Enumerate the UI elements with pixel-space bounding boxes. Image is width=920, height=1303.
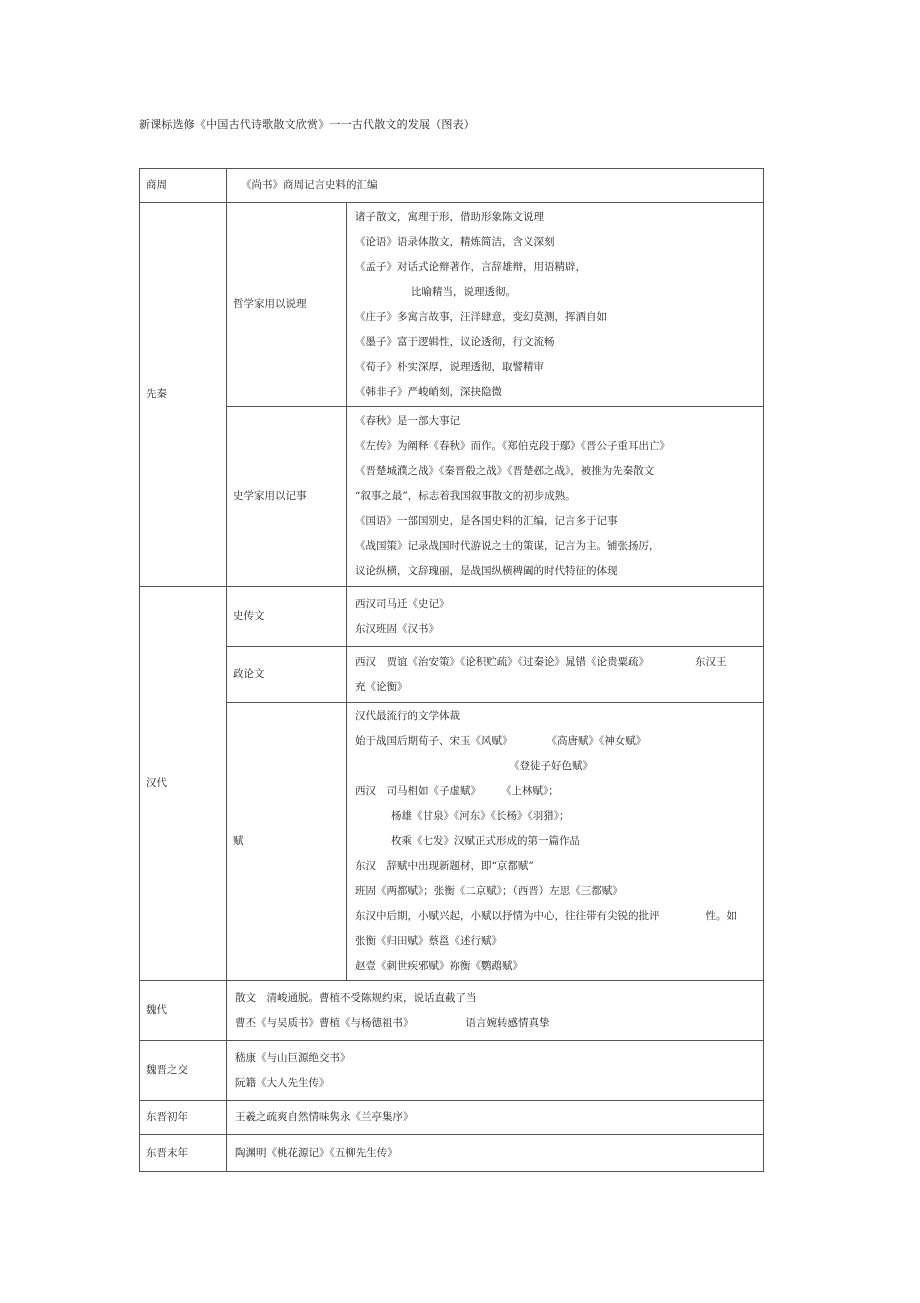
- content-line: 《晋楚城濮之战》《秦晋殽之战》《晋楚邲之战》，被推为先秦散文: [355, 465, 655, 477]
- content-cell-dongjin-early: [227, 1101, 764, 1135]
- content-line: “叙事之最”，标志着我国叙事散文的初步成熟。: [355, 490, 576, 502]
- table-row: [140, 981, 764, 1041]
- table-row: [140, 647, 764, 703]
- content-line: 西汉司马迁《史记》: [355, 597, 450, 610]
- content-line: 《战国策》记录战国时代游说之士的策谋，记言为主。铺张扬厉，: [355, 540, 660, 552]
- content-line: 阮籍《大人先生传》: [235, 1076, 330, 1089]
- content-line: 《荀子》朴实深厚，说理透彻，取譬精审: [355, 360, 544, 373]
- document-title: 新课标选修《中国古代诗歌散文欣赏》一一古代散文的发展（图表）: [139, 118, 475, 131]
- content-line: 汉代最流行的文学体裁: [355, 710, 460, 722]
- prose-development-table: [139, 168, 764, 1172]
- table-row: [140, 1101, 764, 1135]
- content-line: [355, 779, 763, 804]
- content-cell-philosophers: [347, 203, 764, 407]
- content-line: 《论语》语录体散文，精炼简洁，含义深刻: [355, 235, 555, 248]
- content-line: 东汉 辞赋中出现新题材，即“京都赋”: [355, 860, 534, 872]
- era-cell-weidai: 魏代: [140, 981, 227, 1041]
- content-cell-dongjin-late: [227, 1135, 764, 1172]
- content-line: [235, 1011, 763, 1036]
- content-line: 赵壹《刺世疾邪赋》祢衡《鹦鹉赋》: [355, 960, 523, 972]
- category-cell-philosophers: 哲学家用以说理: [227, 203, 347, 407]
- content-cell-shangzhou: [227, 169, 764, 203]
- content-line: 嵇康《与山巨源绝交书》: [235, 1051, 351, 1064]
- era-cell-dongjin-early: 东晋初年: [140, 1101, 227, 1135]
- content-line: 《登徒子好色赋》: [509, 760, 593, 772]
- content-line: 议论纵横，文辞瑰丽，是战国纵横稗阖的时代特征的体现: [355, 565, 618, 577]
- content-text: 东汉王: [695, 655, 727, 668]
- content-line: 《孟子》对话式论辩著作，言辞雄辩，用语精辟，: [355, 260, 586, 273]
- era-cell-weijin: 魏晋之交: [140, 1041, 227, 1101]
- content-line: 《国语》一部国别史，是各国史料的汇编，记言多于记事: [355, 515, 618, 527]
- category-cell-fu: 赋: [227, 703, 347, 981]
- content-line: 《庄子》多寓言故事，汪洋肆意，变幻莫测，挥洒自如: [355, 310, 607, 323]
- content-line: 张衡《归田赋》蔡邕《述行赋》: [355, 935, 502, 947]
- table-row: [140, 703, 764, 981]
- content-line: 班固《两都赋》；张衡《二京赋》；（西晋）左思《三都赋》: [355, 885, 623, 897]
- category-cell-polemic: 政论文: [227, 647, 347, 703]
- content-line: 《尚书》商周记言史料的汇编: [241, 179, 378, 191]
- content-text: 东汉中后期，小赋兴起，小赋以抒情为中心，往往带有尖锐的批评: [355, 910, 660, 922]
- content-text: 《上林赋》；: [501, 785, 559, 797]
- era-cell-handai: 汉代: [140, 587, 227, 981]
- content-text: 语言婉转感情真挚: [465, 1016, 550, 1029]
- content-line: 杨雄《甘泉》《河东》《长杨》《羽猎》；: [391, 810, 570, 822]
- era-cell-xianqin: 先秦: [140, 203, 227, 587]
- content-line: 《韩非子》严峻峭刻，深抉隐微: [355, 385, 502, 398]
- content-line: 王羲之疏爽自然情味隽永《兰亭集序》: [235, 1111, 414, 1123]
- content-line: 充《论衡》: [355, 680, 408, 693]
- era-cell-dongjin-late: 东晋末年: [140, 1135, 227, 1172]
- content-text: 始于战国后期荀子、宋玉《风赋》: [355, 735, 513, 747]
- content-text: 性。如: [705, 910, 737, 922]
- table-row: [140, 587, 764, 647]
- content-line: 散文 清峻通脱。曹植不受陈规约束，说话直截了当: [235, 991, 477, 1004]
- content-text: 《高唐赋》《神女赋》: [546, 735, 647, 747]
- content-cell-weijin: [227, 1041, 764, 1101]
- table-row: [140, 1041, 764, 1101]
- table-row: [140, 203, 764, 407]
- content-cell-polemic: [347, 647, 764, 703]
- content-cell-fu: [347, 703, 764, 981]
- table-row: [140, 407, 764, 587]
- table-row: [140, 169, 764, 203]
- content-line: 比喻精当，说理透彻。: [411, 285, 516, 298]
- content-cell-biography: [347, 587, 764, 647]
- content-line: 陶渊明《桃花源记》《五柳先生传》: [235, 1146, 398, 1159]
- content-line: [355, 904, 763, 929]
- category-cell-historians: 史学家用以记事: [227, 407, 347, 587]
- table-row: [140, 1135, 764, 1172]
- content-text: 西汉 司马相如《子虚赋》: [355, 785, 481, 797]
- content-line: 东汉班固《汉书》: [355, 622, 439, 635]
- content-cell-weidai: [227, 981, 764, 1041]
- content-text: 西汉 贾谊《治安策》《论积贮疏》《过秦论》晁错《论贵粟疏》: [355, 655, 649, 668]
- content-line: 枚乘《七发》汉赋正式形成的第一篇作品: [391, 835, 580, 847]
- content-line: 《左传》为阐释《春秋》而作。《郑伯克段于鄢》《晋公子重耳出亡》: [355, 440, 670, 452]
- era-cell-shangzhou: 商周: [140, 169, 227, 203]
- content-text: 曹丕《与吴质书》曹植《与杨德祖书》: [235, 1016, 414, 1029]
- content-line: 诸子散文，寓理于形，借助形象陈文说理: [355, 210, 544, 223]
- content-cell-historians: [347, 407, 764, 587]
- content-line: 《春秋》是一部大事记: [355, 415, 460, 427]
- category-cell-biography: 史传文: [227, 587, 347, 647]
- content-line: [355, 729, 763, 754]
- content-line: 《墨子》富于逻辑性，议论透彻，行文流畅: [355, 335, 555, 348]
- content-line: [355, 650, 763, 675]
